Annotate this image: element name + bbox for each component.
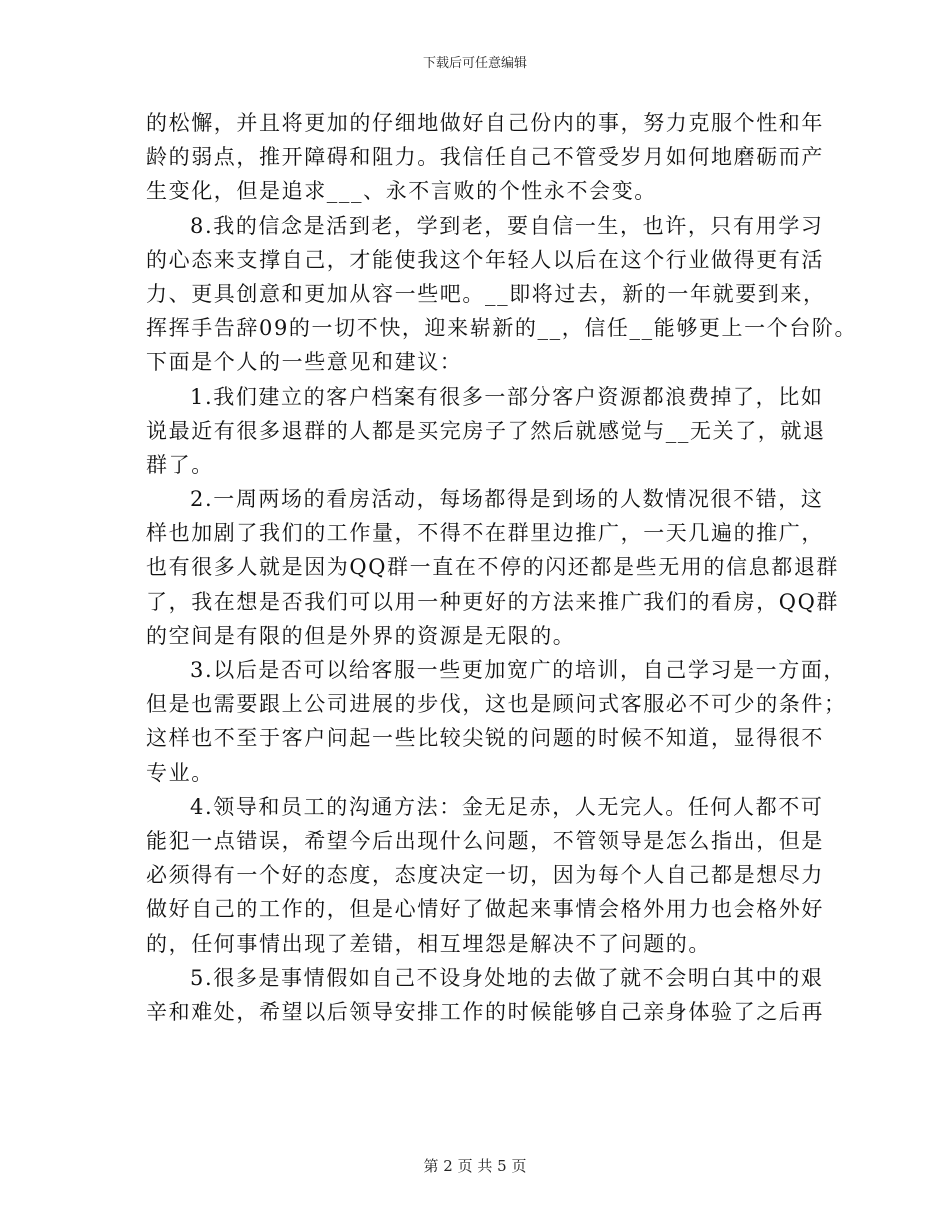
text-line: 的松懈，并且将更加的仔细地做好自己份内的事，努力克服个性和年 (146, 111, 824, 135)
text-line: 生变化，但是追求___、永不言败的个性永不会变。 (146, 179, 657, 204)
text-line: 辛和难处，希望以后领导安排工作的时候能够自己亲身体验了之后再 (146, 999, 824, 1024)
text-line: 做好自己的工作的，但是心情好了做起来事情会格外用力也会格外好 (146, 897, 824, 922)
text-line: 必须得有一个好的态度，态度决定一切，因为每个人自己都是想尽力 (146, 863, 824, 888)
text-line: 下面是个人的一些意见和建议： (146, 350, 463, 375)
text-line: 的空间是有限的但是外界的资源是无限的。 (146, 623, 576, 648)
text-line: 龄的弱点，推开障碍和阻力。我信任自己不管受岁月如何地磨砺而产 (146, 145, 824, 170)
text-line: 力、更具创意和更加从容一些吧。__即将过去，新的一年就要到来， (146, 281, 826, 306)
text-line: 的，任何事情出现了差错，相互埋怨是解决不了问题的。 (146, 931, 711, 956)
text-line: 了，我在想是否我们可以用一种更好的方法来推广我们的看房，QQ群 (146, 589, 840, 614)
list-item-1-line: 1.我们建立的客户档案有很多一部分客户资源都浪费掉了，比如 (190, 384, 824, 409)
list-item-3-line: 3.以后是否可以给客服一些更加宽广的培训，自己学习是一方面， (190, 658, 847, 682)
list-item-2-line: 2.一周两场的看房活动，每场都得是到场的人数情况很不错，这 (190, 487, 824, 512)
text-line: 这样也不至于客户问起一些比较尖锐的问题的时候不知道，显得很不 (146, 726, 824, 751)
text-line: 专业。 (146, 760, 214, 785)
list-item-5-line: 5.很多是事情假如自己不设身处地的去做了就不会明白其中的艰 (190, 965, 824, 990)
list-item-4-line: 4.领导和员工的沟通方法：金无足赤，人无完人。任何人都不可 (190, 794, 824, 819)
text-line: 的心态来支撑自己，才能使我这个年轻人以后在这个行业做得更有活 (146, 247, 824, 272)
text-line: 也有很多人就是因为QQ群一直在不停的闪还都是些无用的信息都退群 (146, 555, 840, 580)
document-body (146, 106, 858, 1029)
text-line: 样也加剧了我们的工作量，不得不在群里边推广，一天几遍的推广， (146, 521, 824, 546)
page-header: 下载后可任意编辑 (422, 56, 527, 71)
text-line: 能犯一点错误，希望今后出现什么问题，不管领导是怎么指出，但是 (146, 828, 824, 853)
text-line: 群了。 (146, 452, 214, 477)
paragraph-start-line: 8.我的信念是活到老，学到老，要自信一生，也许，只有用学习 (190, 213, 824, 238)
text-line: 但是也需要跟上公司进展的步伐，这也是顾问式客服必不可少的条件； (146, 692, 847, 717)
text-line: 说最近有很多退群的人都是买完房子了然后就感觉与__无关了，就退 (146, 418, 826, 443)
text-line: 挥挥手告辞09的一切不快，迎来崭新的__，信任__能够更上一个台阶。 (146, 316, 858, 341)
page-footer: 第 2 页 共 5 页 (423, 1157, 527, 1175)
